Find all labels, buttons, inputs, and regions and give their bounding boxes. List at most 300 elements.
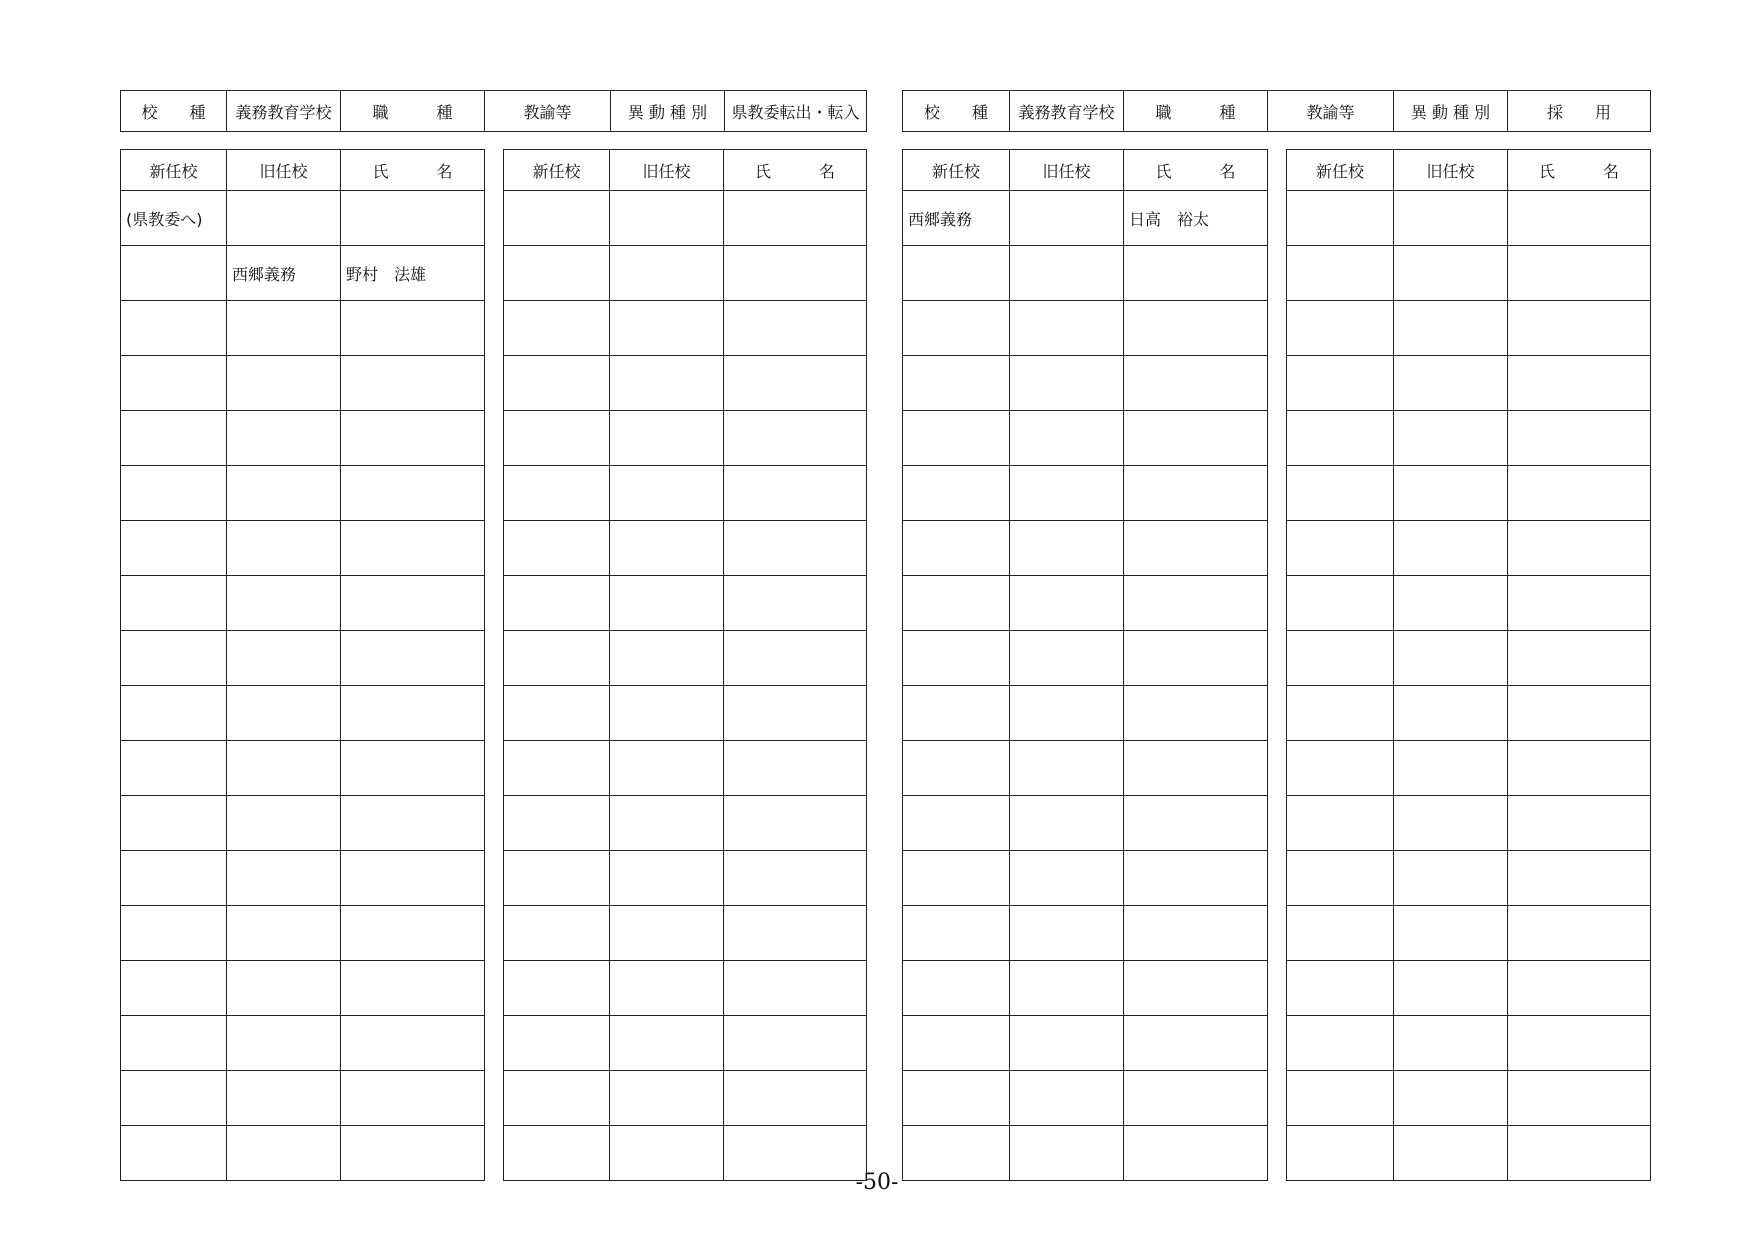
new-school-cell <box>121 301 227 356</box>
old-school-cell <box>1010 796 1124 851</box>
new-school-cell <box>121 411 227 466</box>
job-type-label: 職 種 <box>1124 91 1268 132</box>
name-cell <box>341 961 485 1016</box>
new-school-cell <box>1287 851 1394 906</box>
old-school-header: 旧任校 <box>610 150 724 191</box>
old-school-cell <box>610 246 724 301</box>
job-type-value: 教諭等 <box>485 91 611 132</box>
old-school-cell: 西郷義務 <box>227 246 341 301</box>
new-school-header: 新任校 <box>903 150 1010 191</box>
new-school-cell <box>903 851 1010 906</box>
name-cell <box>1124 686 1268 741</box>
old-school-cell <box>227 521 341 576</box>
name-cell: 野村 法雄 <box>341 246 485 301</box>
old-school-cell <box>1010 631 1124 686</box>
new-school-cell <box>504 631 610 686</box>
new-school-cell <box>504 1071 610 1126</box>
table-row <box>903 1016 1268 1071</box>
new-school-cell <box>1287 521 1394 576</box>
new-school-cell <box>903 521 1010 576</box>
table-row <box>121 741 485 796</box>
old-school-cell <box>1394 961 1508 1016</box>
name-cell <box>1124 906 1268 961</box>
transfer-table-4 <box>1286 149 1651 1181</box>
name-cell <box>1508 851 1651 906</box>
name-cell <box>1508 191 1651 246</box>
table-row <box>1287 301 1651 356</box>
old-school-cell <box>1010 741 1124 796</box>
new-school-cell <box>504 301 610 356</box>
school-type-label: 校 種 <box>903 91 1010 132</box>
old-school-cell <box>610 411 724 466</box>
table-row <box>121 301 485 356</box>
name-cell <box>1124 961 1268 1016</box>
transfer-table-3 <box>902 149 1268 1181</box>
table-row <box>1287 466 1651 521</box>
old-school-cell <box>227 191 341 246</box>
name-cell <box>1508 686 1651 741</box>
new-school-cell: 西郷義務 <box>903 191 1010 246</box>
table-row <box>903 246 1268 301</box>
name-cell <box>724 906 867 961</box>
name-cell <box>724 851 867 906</box>
old-school-cell <box>1394 1016 1508 1071</box>
table-row <box>1287 961 1651 1016</box>
name-cell <box>1124 246 1268 301</box>
old-school-cell <box>1394 521 1508 576</box>
old-school-cell <box>227 796 341 851</box>
new-school-cell <box>121 576 227 631</box>
old-school-cell <box>610 356 724 411</box>
table-row <box>504 796 867 851</box>
name-cell <box>724 411 867 466</box>
new-school-cell <box>121 686 227 741</box>
new-school-cell <box>504 961 610 1016</box>
new-school-cell <box>121 741 227 796</box>
table-row <box>504 631 867 686</box>
new-school-cell <box>504 1016 610 1071</box>
old-school-cell <box>1010 906 1124 961</box>
old-school-cell <box>610 1016 724 1071</box>
table-row <box>1287 1016 1651 1071</box>
new-school-cell <box>121 961 227 1016</box>
new-school-cell <box>903 1016 1010 1071</box>
table-row <box>504 686 867 741</box>
old-school-cell <box>227 576 341 631</box>
table-row <box>1287 521 1651 576</box>
table-row <box>504 246 867 301</box>
table-row <box>504 301 867 356</box>
name-cell <box>724 1016 867 1071</box>
new-school-cell <box>903 246 1010 301</box>
table-row <box>504 961 867 1016</box>
old-school-cell <box>1394 246 1508 301</box>
name-cell <box>1508 631 1651 686</box>
new-school-cell <box>903 356 1010 411</box>
new-school-cell <box>1287 246 1394 301</box>
table-row <box>903 521 1268 576</box>
name-cell <box>341 741 485 796</box>
table-row <box>903 356 1268 411</box>
new-school-cell <box>903 1071 1010 1126</box>
old-school-cell <box>1394 356 1508 411</box>
table-row <box>121 851 485 906</box>
name-cell: 日高 裕太 <box>1124 191 1268 246</box>
table-row <box>121 1071 485 1126</box>
new-school-cell <box>1287 301 1394 356</box>
old-school-cell <box>227 466 341 521</box>
name-cell <box>724 301 867 356</box>
name-header: 氏 名 <box>724 150 867 191</box>
transfer-table-1 <box>120 149 485 1181</box>
old-school-cell <box>1394 631 1508 686</box>
table-row <box>504 411 867 466</box>
old-school-header: 旧任校 <box>1394 150 1508 191</box>
old-school-cell <box>227 686 341 741</box>
old-school-cell <box>1010 686 1124 741</box>
new-school-cell <box>1287 796 1394 851</box>
new-school-cell <box>121 631 227 686</box>
table-row <box>504 521 867 576</box>
name-cell <box>724 1071 867 1126</box>
new-school-cell <box>121 246 227 301</box>
old-school-cell <box>227 301 341 356</box>
new-school-cell <box>1287 191 1394 246</box>
new-school-cell <box>1287 741 1394 796</box>
old-school-cell <box>227 356 341 411</box>
table-row <box>1287 411 1651 466</box>
name-cell <box>1508 466 1651 521</box>
new-school-cell <box>121 851 227 906</box>
old-school-cell <box>1010 1071 1124 1126</box>
old-school-cell <box>1010 961 1124 1016</box>
old-school-cell <box>1394 851 1508 906</box>
old-school-cell <box>1394 741 1508 796</box>
name-cell <box>1508 961 1651 1016</box>
table-row <box>903 411 1268 466</box>
new-school-cell <box>504 356 610 411</box>
old-school-cell <box>1010 301 1124 356</box>
old-school-cell <box>1394 1071 1508 1126</box>
old-school-cell <box>1010 356 1124 411</box>
old-school-cell <box>227 906 341 961</box>
table-row <box>903 686 1268 741</box>
table-row <box>1287 796 1651 851</box>
new-school-cell <box>1287 686 1394 741</box>
new-school-cell <box>504 191 610 246</box>
name-cell <box>341 1071 485 1126</box>
table-row <box>903 191 1268 246</box>
name-cell <box>724 686 867 741</box>
table-row <box>903 631 1268 686</box>
name-cell <box>1124 1071 1268 1126</box>
old-school-cell <box>610 906 724 961</box>
table-row <box>504 1016 867 1071</box>
table-row <box>504 191 867 246</box>
name-cell <box>1124 1016 1268 1071</box>
new-school-cell <box>1287 1016 1394 1071</box>
school-type-label: 校 種 <box>121 91 227 132</box>
new-school-cell <box>1287 411 1394 466</box>
old-school-cell <box>227 631 341 686</box>
name-cell <box>1124 851 1268 906</box>
table-row <box>1287 686 1651 741</box>
name-cell <box>724 356 867 411</box>
table-row <box>903 301 1268 356</box>
old-school-cell <box>1010 521 1124 576</box>
column-header-row <box>1287 150 1651 191</box>
new-school-cell <box>903 686 1010 741</box>
table-row <box>121 906 485 961</box>
new-school-cell <box>1287 576 1394 631</box>
new-school-cell: (県教委へ) <box>121 191 227 246</box>
name-cell <box>1508 1016 1651 1071</box>
old-school-cell <box>1394 411 1508 466</box>
name-header: 氏 名 <box>341 150 485 191</box>
old-school-header: 旧任校 <box>1010 150 1124 191</box>
transfer-table-2 <box>503 149 867 1181</box>
old-school-cell <box>227 411 341 466</box>
new-school-cell <box>1287 961 1394 1016</box>
table-row <box>903 466 1268 521</box>
table-row <box>903 576 1268 631</box>
table-row <box>121 631 485 686</box>
name-cell <box>1124 576 1268 631</box>
column-header-row <box>903 150 1268 191</box>
new-school-cell <box>903 576 1010 631</box>
name-cell <box>1124 411 1268 466</box>
table-row <box>1287 356 1651 411</box>
old-school-cell <box>610 576 724 631</box>
old-school-cell <box>227 851 341 906</box>
name-cell <box>1508 906 1651 961</box>
old-school-cell <box>610 631 724 686</box>
table-row <box>903 796 1268 851</box>
table-row <box>121 466 485 521</box>
old-school-cell <box>227 1016 341 1071</box>
old-school-cell <box>1010 246 1124 301</box>
table-row <box>903 851 1268 906</box>
table-row <box>121 246 485 301</box>
table-row <box>1287 191 1651 246</box>
column-header-row <box>121 150 485 191</box>
old-school-cell <box>1010 191 1124 246</box>
old-school-cell <box>1394 686 1508 741</box>
new-school-cell <box>903 741 1010 796</box>
old-school-cell <box>610 466 724 521</box>
name-cell <box>1508 521 1651 576</box>
table-row <box>121 961 485 1016</box>
name-cell <box>724 631 867 686</box>
name-cell <box>1508 796 1651 851</box>
transfer-type-value: 県教委転出・転入 <box>725 91 867 132</box>
transfer-type-value: 採 用 <box>1508 91 1651 132</box>
school-type-value: 義務教育学校 <box>1010 91 1124 132</box>
old-school-cell <box>610 741 724 796</box>
school-type-value: 義務教育学校 <box>227 91 341 132</box>
table-row <box>504 576 867 631</box>
new-school-cell <box>504 521 610 576</box>
table-row <box>504 1071 867 1126</box>
old-school-cell <box>610 191 724 246</box>
new-school-cell <box>903 411 1010 466</box>
new-school-cell <box>903 796 1010 851</box>
name-cell <box>341 411 485 466</box>
table-row <box>121 796 485 851</box>
name-cell <box>1508 741 1651 796</box>
new-school-header: 新任校 <box>504 150 610 191</box>
old-school-cell <box>1394 906 1508 961</box>
new-school-cell <box>121 521 227 576</box>
old-school-cell <box>1394 301 1508 356</box>
new-school-cell <box>121 796 227 851</box>
new-school-header: 新任校 <box>121 150 227 191</box>
name-cell <box>341 521 485 576</box>
new-school-cell <box>504 246 610 301</box>
new-school-cell <box>1287 906 1394 961</box>
name-header: 氏 名 <box>1124 150 1268 191</box>
name-cell <box>724 466 867 521</box>
name-cell <box>724 521 867 576</box>
name-cell <box>341 631 485 686</box>
table-row <box>1287 576 1651 631</box>
table-row <box>504 906 867 961</box>
new-school-cell <box>1287 1071 1394 1126</box>
table-row <box>504 851 867 906</box>
name-cell <box>1124 521 1268 576</box>
table-row <box>121 1016 485 1071</box>
table-row <box>1287 1071 1651 1126</box>
new-school-cell <box>121 906 227 961</box>
old-school-cell <box>1394 576 1508 631</box>
new-school-cell <box>504 576 610 631</box>
name-cell <box>341 191 485 246</box>
old-school-cell <box>610 686 724 741</box>
name-cell <box>724 191 867 246</box>
new-school-cell <box>903 466 1010 521</box>
new-school-cell <box>903 301 1010 356</box>
name-cell <box>1124 631 1268 686</box>
name-cell <box>341 686 485 741</box>
table-row <box>504 741 867 796</box>
new-school-cell <box>504 411 610 466</box>
table-row <box>504 356 867 411</box>
name-cell <box>1508 356 1651 411</box>
name-cell <box>341 906 485 961</box>
old-school-cell <box>610 961 724 1016</box>
name-cell <box>341 576 485 631</box>
table-row <box>1287 246 1651 301</box>
name-cell <box>341 851 485 906</box>
old-school-cell <box>1394 191 1508 246</box>
new-school-cell <box>504 466 610 521</box>
new-school-cell <box>1287 631 1394 686</box>
old-school-cell <box>610 796 724 851</box>
name-cell <box>1508 576 1651 631</box>
name-cell <box>724 961 867 1016</box>
table-row <box>1287 906 1651 961</box>
name-cell <box>1508 1071 1651 1126</box>
old-school-cell <box>610 301 724 356</box>
table-row <box>121 411 485 466</box>
name-cell <box>1508 246 1651 301</box>
old-school-cell <box>1010 576 1124 631</box>
table-row <box>1287 851 1651 906</box>
old-school-cell <box>1010 466 1124 521</box>
old-school-cell <box>1394 796 1508 851</box>
name-cell <box>1124 301 1268 356</box>
old-school-cell <box>227 961 341 1016</box>
old-school-header: 旧任校 <box>227 150 341 191</box>
name-cell <box>341 466 485 521</box>
new-school-cell <box>121 356 227 411</box>
new-school-cell <box>504 851 610 906</box>
old-school-cell <box>1010 851 1124 906</box>
name-cell <box>341 796 485 851</box>
name-cell <box>1124 796 1268 851</box>
old-school-cell <box>1010 1016 1124 1071</box>
name-cell <box>1508 411 1651 466</box>
new-school-cell <box>903 961 1010 1016</box>
name-cell <box>724 246 867 301</box>
table-row <box>121 191 485 246</box>
old-school-cell <box>1394 466 1508 521</box>
table-row <box>1287 631 1651 686</box>
table-row <box>121 521 485 576</box>
old-school-cell <box>1010 411 1124 466</box>
name-cell <box>341 356 485 411</box>
old-school-cell <box>610 1071 724 1126</box>
new-school-cell <box>504 741 610 796</box>
table-row <box>903 1071 1268 1126</box>
new-school-cell <box>121 466 227 521</box>
page-number: -50- <box>855 1170 899 1195</box>
name-cell <box>341 1016 485 1071</box>
table-row <box>903 741 1268 796</box>
table-row <box>1287 741 1651 796</box>
new-school-cell <box>1287 356 1394 411</box>
name-cell <box>1124 741 1268 796</box>
job-type-value: 教諭等 <box>1268 91 1394 132</box>
old-school-cell <box>610 851 724 906</box>
right-header-table <box>902 90 1651 132</box>
name-cell <box>1508 301 1651 356</box>
table-row <box>504 466 867 521</box>
name-cell <box>724 576 867 631</box>
table-row <box>903 906 1268 961</box>
old-school-cell <box>227 741 341 796</box>
new-school-cell <box>121 1071 227 1126</box>
table-row <box>121 686 485 741</box>
new-school-cell <box>121 1016 227 1071</box>
table-row <box>903 961 1268 1016</box>
new-school-cell <box>1287 466 1394 521</box>
name-cell <box>724 741 867 796</box>
transfer-type-label: 異 動 種 別 <box>611 91 725 132</box>
name-cell <box>341 301 485 356</box>
table-row <box>121 356 485 411</box>
new-school-cell <box>504 796 610 851</box>
name-cell <box>724 796 867 851</box>
old-school-cell <box>610 521 724 576</box>
new-school-header: 新任校 <box>1287 150 1394 191</box>
new-school-cell <box>903 631 1010 686</box>
name-cell <box>1124 356 1268 411</box>
old-school-cell <box>227 1071 341 1126</box>
name-header: 氏 名 <box>1508 150 1651 191</box>
transfer-type-label: 異 動 種 別 <box>1394 91 1508 132</box>
new-school-cell <box>504 906 610 961</box>
